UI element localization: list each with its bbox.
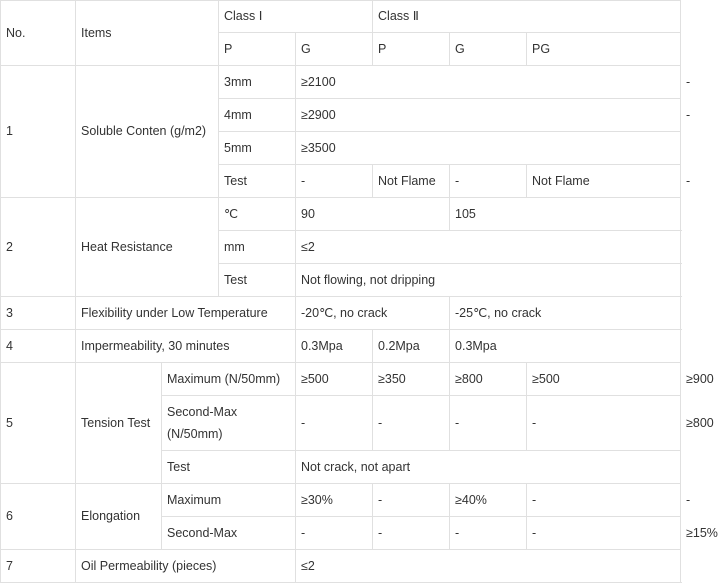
row-no: 2: [1, 198, 76, 297]
row-sub-label: ℃: [219, 198, 296, 231]
row-sub-label: Second-Max (N/50mm): [162, 396, 296, 451]
table-row: [1, 198, 681, 231]
cell-class-ii: -25℃, no crack: [450, 297, 681, 330]
cell-p1: -: [296, 165, 373, 198]
row-sub-label: Second-Max: [162, 517, 296, 550]
cell-value: ≥2100: [296, 66, 681, 99]
cell-value: Not flowing, not dripping: [296, 264, 681, 297]
cell-g1: 0.2Mpa: [373, 330, 450, 363]
row-sub-label: Test: [219, 165, 296, 198]
table-row: [1, 550, 681, 583]
cell-g1: Not Flame: [373, 165, 450, 198]
row-no: 5: [1, 363, 76, 484]
cell-value: ≥2900: [296, 99, 681, 132]
row-sub-label: 3mm: [219, 66, 296, 99]
row-item: Impermeability, 30 minutes: [76, 330, 296, 363]
cell-p1: ≥30%: [296, 484, 373, 517]
header-row: [1, 1, 681, 33]
cell-g2: -: [527, 484, 681, 517]
header-class-i-g: G: [296, 33, 373, 66]
row-sub-label: 4mm: [219, 99, 296, 132]
row-item: Soluble Conten (g/m2): [76, 66, 219, 198]
table-row: 4mm ≥2900 -: [1, 99, 681, 132]
cell-g2: -: [527, 517, 681, 550]
cell-class-i: 90: [296, 198, 450, 231]
table-row: [1, 297, 681, 330]
table-row: Second-Max (N/50mm) - - - - ≥800: [1, 396, 681, 451]
table-row: 1 Soluble Conten (g/m2) 3mm ≥2100 -: [1, 66, 681, 99]
cell-g2: -: [527, 396, 681, 451]
row-sub-label: Maximum (N/50mm): [162, 363, 296, 396]
header-class-ii-p: P: [373, 33, 450, 66]
header-no: No.: [1, 1, 76, 66]
cell-class-ii: 105: [450, 198, 681, 231]
table-row: 5 Tension Test Maximum (N/50mm) ≥500 ≥350 ≥800 ≥500 ≥900: [1, 363, 681, 396]
cell-p1: 0.3Mpa: [296, 330, 373, 363]
cell-p2: ≥800: [450, 363, 527, 396]
row-sub-label: Maximum: [162, 484, 296, 517]
table-row: [1, 330, 681, 363]
row-item: Heat Resistance: [76, 198, 219, 297]
cell-p2: -: [450, 165, 527, 198]
row-no: 4: [1, 330, 76, 363]
row-sub-label: Test: [162, 451, 296, 484]
row-no: 1: [1, 66, 76, 198]
header-class-i-p: P: [219, 33, 296, 66]
row-sub-label: Test: [219, 264, 296, 297]
header-items: Items: [76, 1, 219, 66]
cell-g2: ≥500: [527, 363, 681, 396]
row-item: Flexibility under Low Temperature: [76, 297, 296, 330]
cell-g1: -: [373, 396, 450, 451]
row-no: 3: [1, 297, 76, 330]
cell-p2: -: [450, 517, 527, 550]
table-row: Second-Max - - - - ≥15%: [1, 517, 681, 550]
cell-p1: -: [296, 517, 373, 550]
row-sub-label: mm: [219, 231, 296, 264]
row-sub-label: 5mm: [219, 132, 296, 165]
cell-p1: ≥500: [296, 363, 373, 396]
cell-value: ≥3500: [296, 132, 681, 165]
row-item: Oil Permeability (pieces): [76, 550, 296, 583]
cell-g2: Not Flame: [527, 165, 681, 198]
cell-g1: -: [373, 484, 450, 517]
header-class-ii: Class Ⅱ: [373, 1, 681, 33]
row-no: 7: [1, 550, 76, 583]
row-no: 6: [1, 484, 76, 550]
cell-p2: ≥40%: [450, 484, 527, 517]
cell-class-i: -20℃, no crack: [296, 297, 450, 330]
cell-p2: -: [450, 396, 527, 451]
cell-g1: -: [373, 517, 450, 550]
cell-class-ii: 0.3Mpa: [450, 330, 681, 363]
row-item: Elongation: [76, 484, 162, 550]
header-class-ii-g: G: [450, 33, 527, 66]
cell-p1: -: [296, 396, 373, 451]
header-class-ii-pg: PG: [527, 33, 681, 66]
cell-value: ≤2: [296, 550, 681, 583]
cell-value: ≤2: [296, 231, 681, 264]
table-row: 6 Elongation Maximum ≥30% - ≥40% - -: [1, 484, 681, 517]
row-item: Tension Test: [76, 363, 162, 484]
header-class-i: Class Ⅰ: [219, 1, 373, 33]
cell-g1: ≥350: [373, 363, 450, 396]
table-row: Test - Not Flame - Not Flame -: [1, 165, 681, 198]
cell-value: Not crack, not apart: [296, 451, 681, 484]
